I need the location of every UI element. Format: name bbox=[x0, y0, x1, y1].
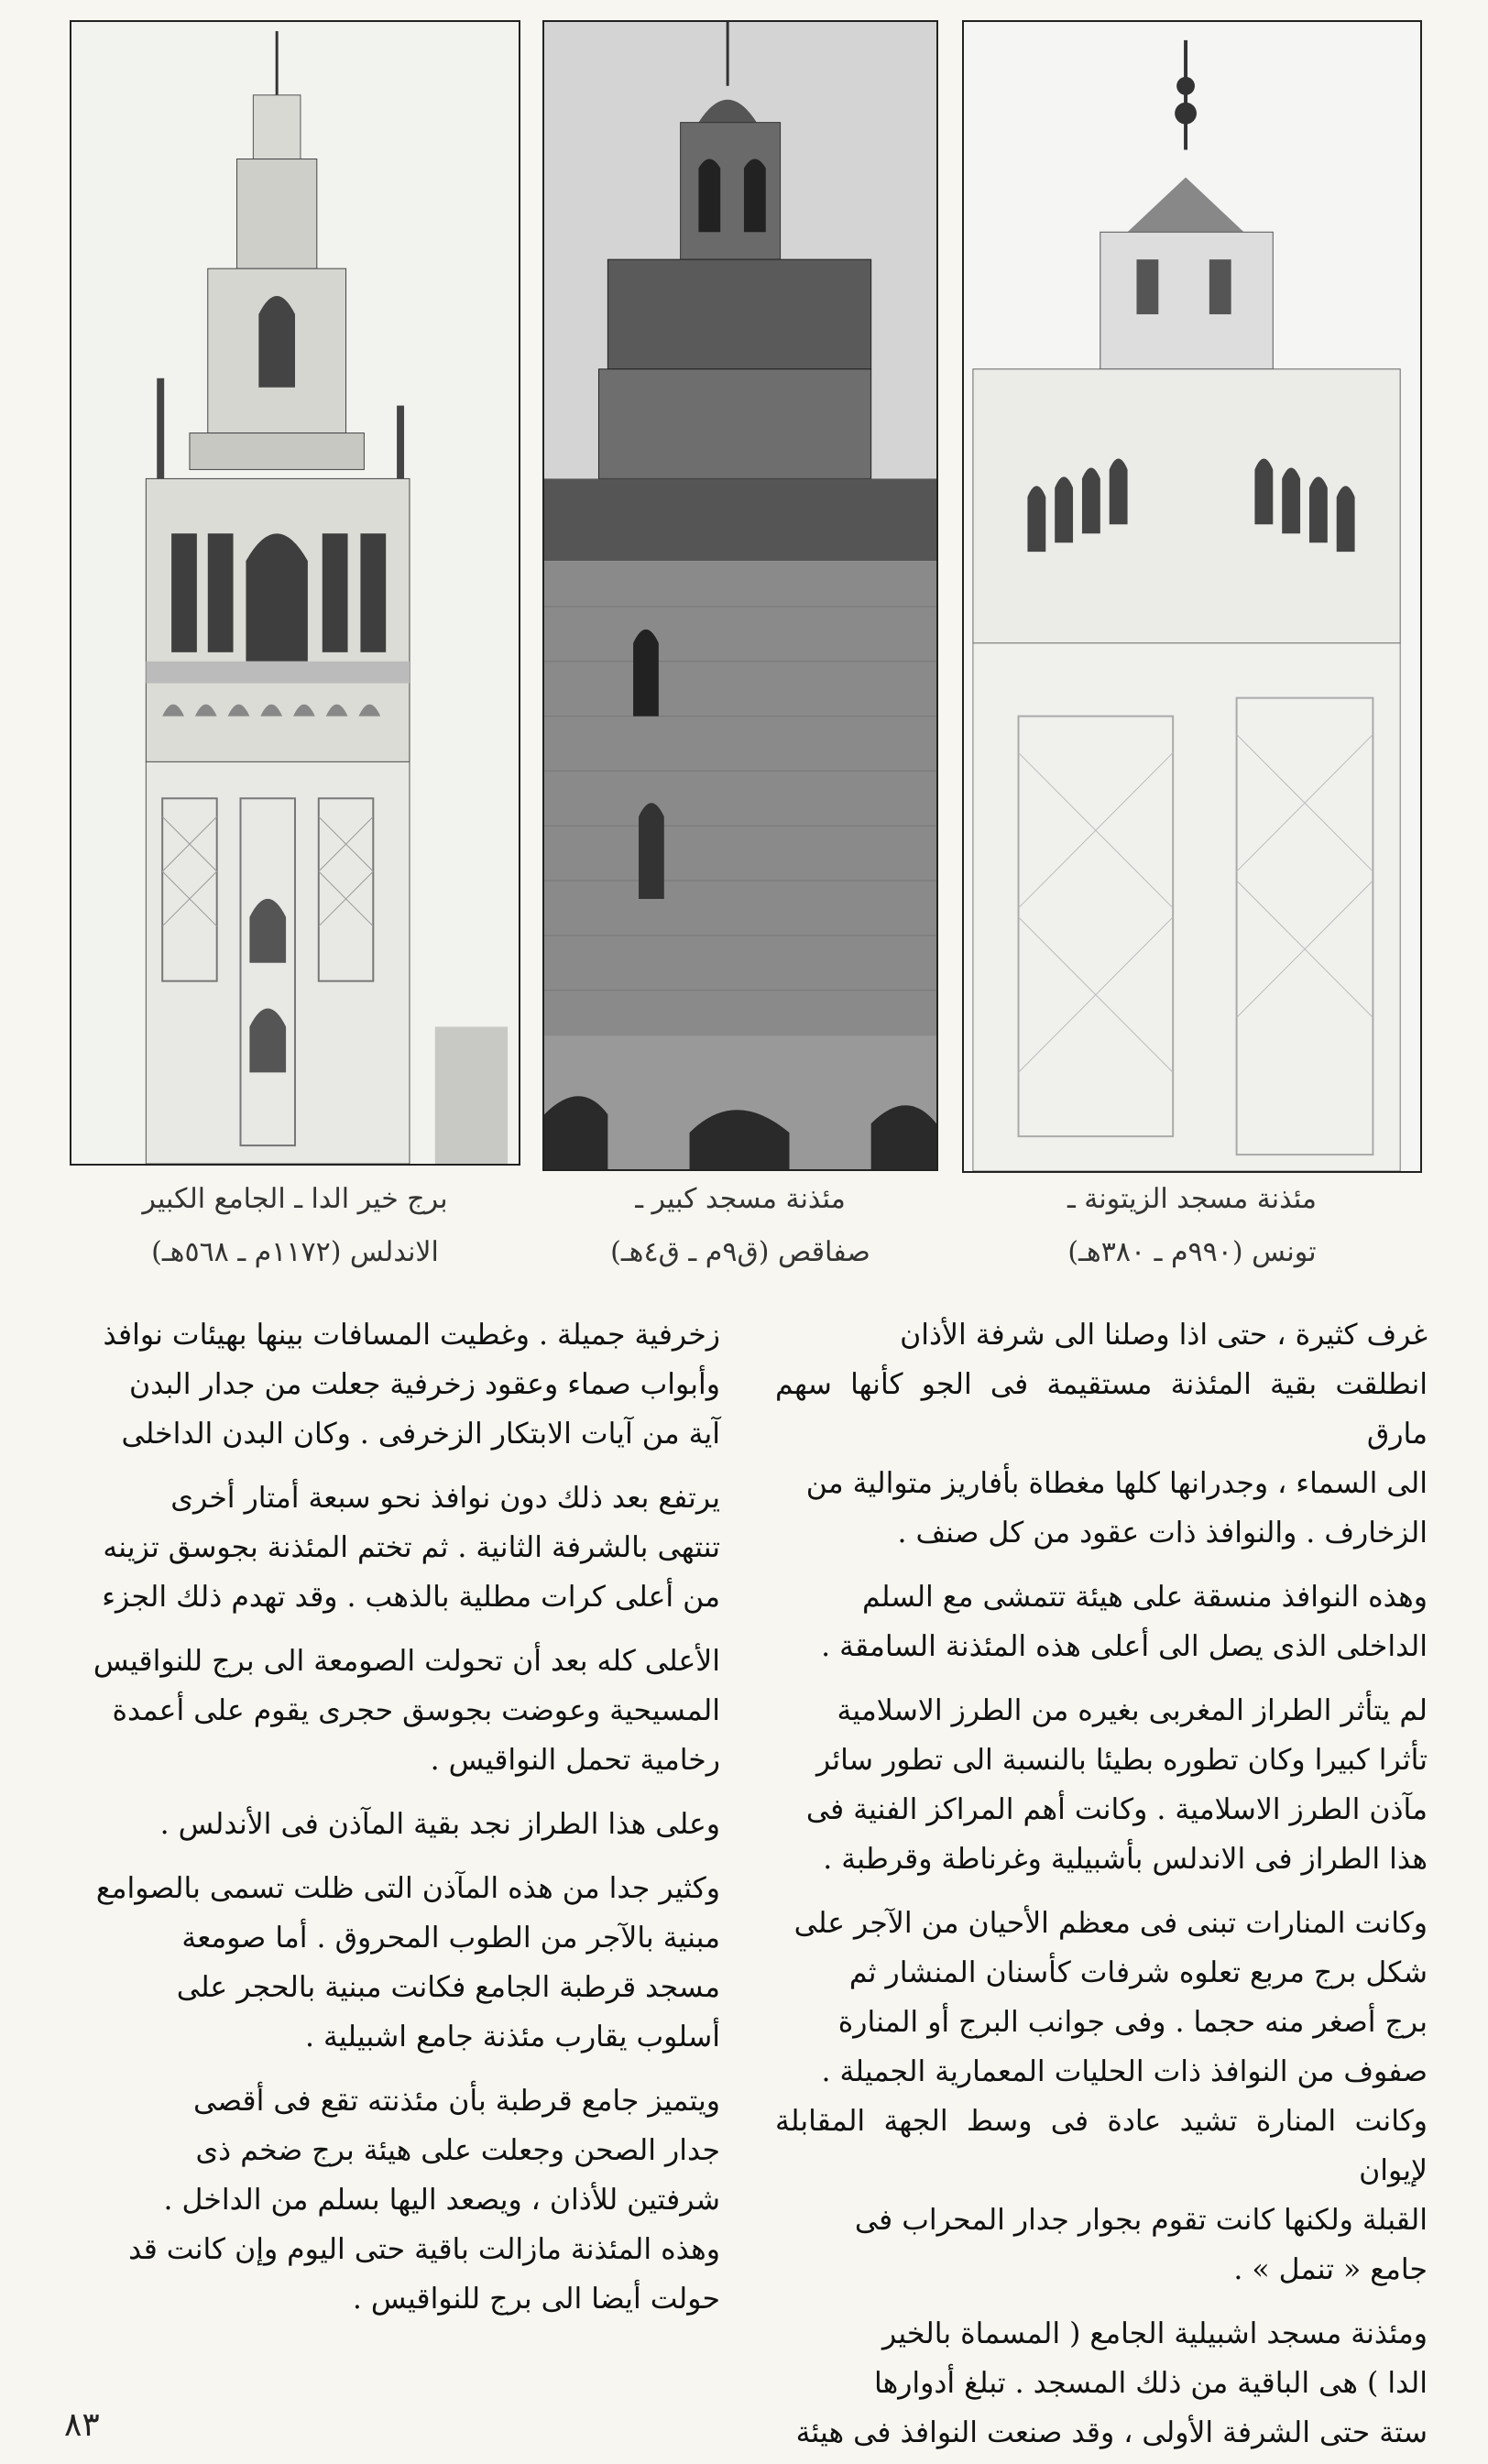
text-line: مبنية بالآجر من الطوب المحروق . أما صومعة bbox=[181, 1922, 720, 1955]
caption-line: برج خير الدا ـ الجامع الكبير bbox=[142, 1183, 448, 1215]
caption-line: تونس (٩٩٠م ـ ٣٨٠هـ) bbox=[1067, 1236, 1317, 1268]
text-line: لم يتأثر الطراز المغربى بغيره من الطرز الاسلامية bbox=[837, 1694, 1428, 1727]
caption-line: الاندلس (١١٧٢م ـ ٥٦٨هـ) bbox=[151, 1236, 439, 1268]
text-line: أسلوب يقارب مئذنة جامع اشبيلية . bbox=[305, 2020, 720, 2053]
text-line: من أعلى كرات مطلية بالذهب . وقد تهدم ذلك الجزء bbox=[102, 1581, 720, 1614]
giralda-tower-illustration bbox=[71, 22, 519, 1164]
text-line: وكانت المنارات تبنى فى معظم الأحيان من الآجر على bbox=[793, 1907, 1428, 1940]
text-line: غرف كثيرة ، حتى اذا وصلنا الى شرفة الأذان bbox=[900, 1319, 1428, 1352]
text-line: الى السماء ، وجدرانها كلها مغطاة بأفاريز متوالية من bbox=[805, 1467, 1428, 1500]
text-line: وهذه النوافذ منسقة على هيئة تتمشى مع السلم bbox=[861, 1581, 1428, 1614]
text-line: ومئذنة مسجد اشبيلية الجامع ( المسماة بالخير bbox=[881, 2317, 1428, 2350]
zaytuna-caption bbox=[962, 1173, 1422, 1279]
text-line: الأعلى كله بعد أن تحولت الصومعة الى برج للنواقيس bbox=[93, 1645, 720, 1678]
caption-line: مئذنة مسجد كبير ـ bbox=[635, 1183, 846, 1215]
zaytuna-photo bbox=[962, 20, 1422, 1173]
sfax-minaret-illustration bbox=[544, 22, 936, 1169]
text-line: هذا الطراز فى الاندلس بأشبيلية وغرناطة وقرطبة . bbox=[823, 1843, 1428, 1876]
text-line: الداخلى الذى يصل الى أعلى هذه المئذنة السامقة . bbox=[821, 1630, 1428, 1663]
text-line: مسجد قرطبة الجامع فكانت مبنية بالحجر على bbox=[176, 1971, 720, 2004]
paragraph bbox=[775, 1686, 1428, 1884]
text-line: برج أصغر منه حجما . وفى جوانب البرج أو المنارة bbox=[837, 2006, 1428, 2039]
text-line: ويتميز جامع قرطبة بأن مئذنته تقع فى أقصى bbox=[192, 2085, 720, 2118]
text-line: شرفتين للأذان ، ويصعد اليها بسلم من الداخل . bbox=[163, 2184, 720, 2217]
paragraph bbox=[68, 1637, 720, 1785]
text-line: حولت أيضا الى برج للنواقيس . bbox=[352, 2283, 720, 2316]
sfax-caption bbox=[542, 1173, 938, 1279]
paragraph bbox=[68, 2076, 720, 2324]
paragraph bbox=[775, 1572, 1428, 1671]
text-line: وكثير جدا من هذه المآذن التى ظلت تسمى بالصوامع bbox=[95, 1872, 720, 1905]
page-number: ٨٣ bbox=[64, 2406, 100, 2444]
paragraph bbox=[775, 2309, 1428, 2458]
text-line: وعلى هذا الطراز نجد بقية المآذن فى الأندلس . bbox=[159, 1808, 720, 1841]
text-line: صفوف من النوافذ ذات الحليات المعمارية الجميلة . bbox=[821, 2055, 1428, 2088]
zaytuna-minaret-illustration bbox=[964, 22, 1420, 1171]
text-line: رخامية تحمل النواقيس . bbox=[430, 1744, 720, 1777]
paragraph bbox=[68, 1800, 720, 1849]
text-line: المسيحية وعوضت بجوسق حجرى يقوم على أعمدة bbox=[112, 1694, 720, 1727]
giralda-photo bbox=[70, 20, 520, 1166]
paragraph bbox=[68, 1473, 720, 1622]
sfax-photo bbox=[542, 20, 938, 1171]
text-column-right bbox=[775, 1310, 1428, 2464]
text-line: شكل برج مربع تعلوه شرفات كأسنان المنشار ثم bbox=[848, 1956, 1428, 1989]
text-line: آية من آيات الابتكار الزخرفى . وكان البدن الداخلى bbox=[121, 1418, 720, 1451]
text-column-left bbox=[68, 1310, 720, 2338]
paragraph bbox=[68, 1864, 720, 2062]
text-line: جدار الصحن وجعلت على هيئة برج ضخم ذى bbox=[195, 2134, 720, 2167]
text-line: زخرفية جميلة . وغطيت المسافات بينها بهيئات نوافذ bbox=[103, 1319, 720, 1352]
text-line: الدا ) هى الباقية من ذلك المسجد . تبلغ أدوارها bbox=[873, 2367, 1428, 2400]
text-line: القبلة ولكنها كانت تقوم بجوار جدار المحراب فى bbox=[854, 2204, 1428, 2237]
text-line: وأبواب صماء وعقود زخرفية جعلت من جدار البدن bbox=[129, 1368, 720, 1401]
text-line: جامع « تنمل » . bbox=[1233, 2253, 1428, 2286]
text-line: مآذن الطرز الاسلامية . وكانت أهم المراكز الفنية فى bbox=[805, 1793, 1428, 1826]
text-line: تأثرا كبيرا وكان تطوره بطيئا بالنسبة الى تطور سائر bbox=[815, 1744, 1428, 1777]
text-line: وكانت المنارة تشيد عادة فى وسط الجهة المقابلة لإيوان bbox=[775, 2105, 1428, 2187]
text-line: ستة حتى الشرفة الأولى ، وقد صنعت النوافذ فى هيئة bbox=[795, 2416, 1428, 2449]
giralda-caption bbox=[70, 1173, 520, 1279]
caption-line: مئذنة مسجد الزيتونة ـ bbox=[1067, 1183, 1317, 1215]
text-line: وهذه المئذنة مازالت باقية حتى اليوم وإن كانت قد bbox=[128, 2233, 720, 2266]
caption-line: صفاقص (ق٩م ـ ق٤هـ) bbox=[610, 1236, 870, 1268]
text-line: تنتهى بالشرفة الثانية . ثم تختم المئذنة بجوسق تزينه bbox=[103, 1531, 720, 1564]
paragraph bbox=[68, 1310, 720, 1459]
text-line: الزخارف . والنوافذ ذات عقود من كل صنف . bbox=[897, 1517, 1428, 1550]
text-line: انطلقت بقية المئذنة مستقيمة فى الجو كأنها سهم مارق bbox=[775, 1368, 1428, 1451]
text-line: يرتفع بعد ذلك دون نوافذ نحو سبعة أمتار أخرى bbox=[170, 1482, 720, 1515]
paragraph bbox=[775, 1899, 1428, 2294]
paragraph bbox=[775, 1310, 1428, 1558]
